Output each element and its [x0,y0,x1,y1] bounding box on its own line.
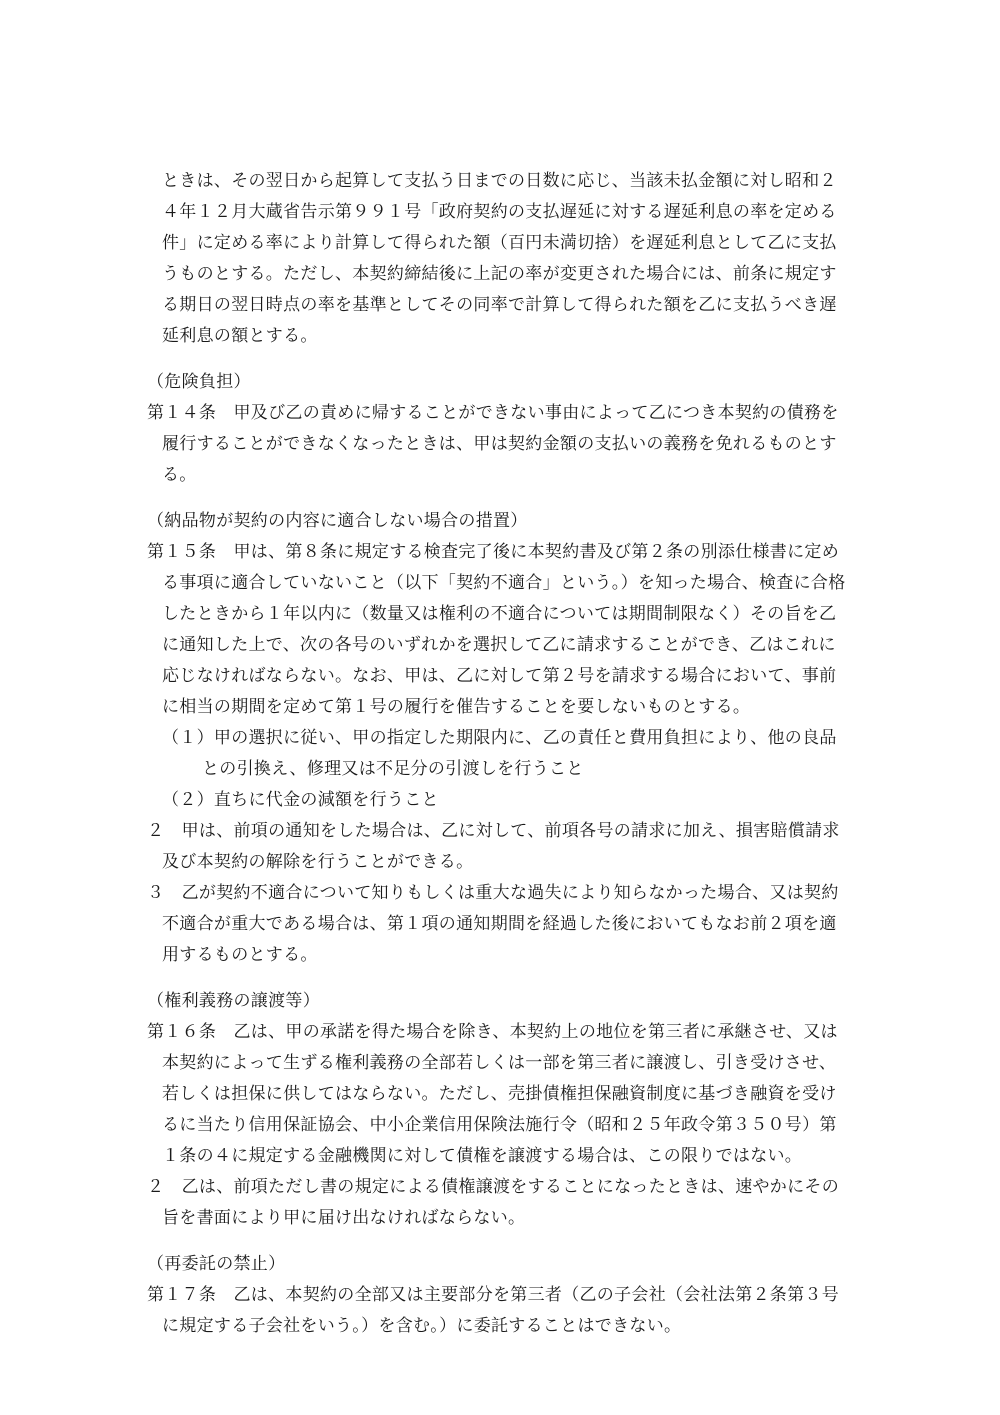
text-line: る期日の翌日時点の率を基準としてその同率で計算して得られた額を乙に支払うべき遅 [162,295,837,315]
text-line: 履行することができなくなったときは、甲は契約金額の支払いの義務を免れるものとす [162,434,837,454]
article-line: 第１６条 乙は、甲の承諾を得た場合を除き、本契約上の地位を第三者に承継させ、又は [147,1022,838,1042]
text-line: 延利息の額とする。 [162,326,318,346]
text-line: るに当たり信用保証協会、中小企業信用保険法施行令（昭和２５年政令第３５０号）第 [162,1115,837,1135]
text-line: ときは、その翌日から起算して支払う日までの日数に応じ、当該未払金額に対し昭和２ [162,171,837,191]
section-heading: （危険負担） [147,372,251,392]
text-line: る事項に適合していないこと（以下「契約不適合」という。）を知った場合、検査に合格 [162,573,846,593]
text-line: 件」に定める率により計算して得られた額（百円未満切捨）を遅延利息として乙に支払 [162,233,837,253]
text-line: １条の４に規定する金融機関に対して債権を譲渡する場合は、この限りではない。 [162,1146,803,1166]
text-line: 本契約によって生ずる権利義務の全部若しくは一部を第三者に譲渡し、引き受けさせ、 [162,1053,837,1073]
text-line: 若しくは担保に供してはならない。ただし、売掛債権担保融資制度に基づき融資を受け [162,1084,837,1104]
text-line: 不適合が重大である場合は、第１項の通知期間を経過した後においてもなお前２項を適 [162,914,837,934]
article-line: 第１５条 甲は、第８条に規定する検査完了後に本契約書及び第２条の別添仕様書に定め [147,542,839,562]
paragraph-line: ３ 乙が契約不適合について知りもしくは重大な過失により知らなかった場合、又は契約 [147,883,839,903]
text-line: との引換え、修理又は不足分の引渡しを行うこと [202,759,584,779]
article-line: 第１４条 甲及び乙の責めに帰することができない事由によって乙につき本契約の債務を [147,403,839,423]
text-line: 旨を書面により甲に届け出なければならない。 [162,1208,526,1228]
text-line: る。 [162,465,197,485]
text-line: に規定する子会社をいう。）を含む。）に委託することはできない。 [162,1316,682,1336]
text-line: したときから１年以内に（数量又は権利の不適合については期間制限なく）その旨を乙 [162,604,837,624]
section-heading: （権利義務の譲渡等） [147,991,320,1011]
list-item: （１）甲の選択に従い、甲の指定した期限内に、乙の責任と費用負担により、他の良品 [162,728,837,748]
paragraph-line: ２ 甲は、前項の通知をした場合は、乙に対して、前項各号の請求に加え、損害賠償請求 [147,821,840,841]
text-line: ４年１２月大蔵省告示第９９１号「政府契約の支払遅延に対する遅延利息の率を定める [162,202,837,222]
paragraph-line: ２ 乙は、前項ただし書の規定による債権譲渡をすることになったときは、速やかにその [147,1177,839,1197]
section-heading: （再委託の禁止） [147,1254,286,1274]
text-line: 用するものとする。 [162,945,318,965]
list-item: （２）直ちに代金の減額を行うこと [162,790,439,810]
section-heading: （納品物が契約の内容に適合しない場合の措置） [147,511,528,531]
text-line: に相当の期間を定めて第１号の履行を催告することを要しないものとする。 [162,697,751,717]
text-line: 及び本契約の解除を行うことができる。 [162,852,474,872]
text-line: に通知した上で、次の各号のいずれかを選択して乙に請求することができ、乙はこれに [162,635,836,655]
text-line: うものとする。ただし、本契約締結後に上記の率が変更された場合には、前条に規定す [162,264,837,284]
article-line: 第１７条 乙は、本契約の全部又は主要部分を第三者（乙の子会社（会社法第２条第３号 [147,1285,839,1305]
text-line: 応じなければならない。なお、甲は、乙に対して第２号を請求する場合において、事前 [162,666,837,686]
